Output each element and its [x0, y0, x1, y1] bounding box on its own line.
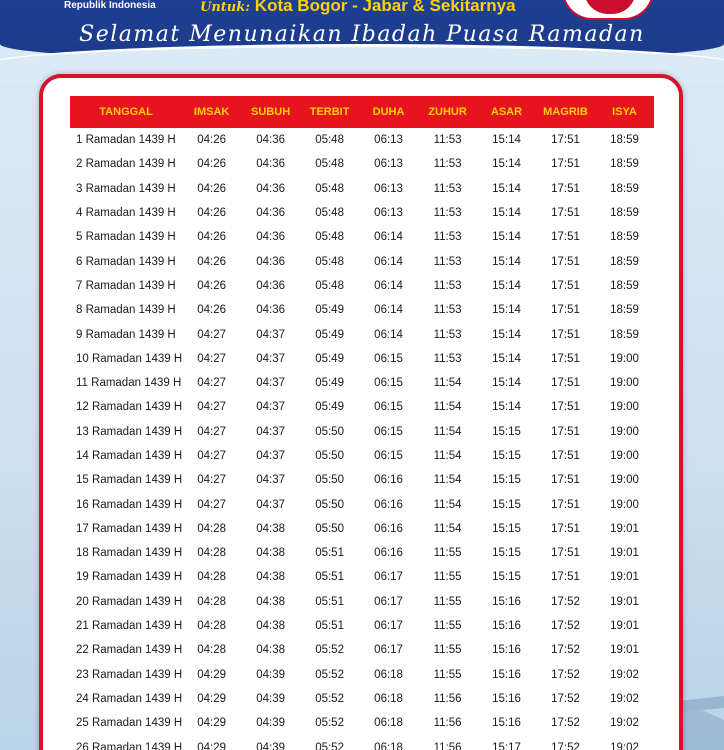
table-row	[70, 371, 654, 395]
cell-subuh: 04:36	[256, 158, 285, 171]
cell-terbit: 05:48	[315, 279, 344, 292]
cell-imsak: 04:29	[197, 717, 227, 730]
cell-terbit: 05:49	[315, 328, 344, 341]
cell-zuhur: 11:53	[433, 231, 462, 244]
cell-tanggal: 7 Ramadan 1439 H	[76, 279, 176, 292]
table-row	[70, 444, 654, 468]
cell-tanggal: 26 Ramadan 1439 H	[76, 741, 183, 750]
untuk-label: Untuk:	[200, 0, 251, 15]
cell-terbit: 05:52	[315, 668, 344, 681]
cell-magrib: 17:52	[551, 595, 580, 608]
table-row	[70, 492, 654, 516]
cell-isya: 19:00	[610, 450, 639, 462]
cell-subuh: 04:36	[256, 182, 285, 195]
emblem-logo	[562, 0, 654, 20]
cell-zuhur: 11:56	[433, 717, 462, 730]
cell-subuh: 04:39	[256, 717, 285, 730]
cell-subuh: 04:36	[256, 231, 285, 244]
cell-duha: 06:15	[374, 352, 403, 365]
cell-magrib: 17:51	[551, 158, 580, 171]
cell-imsak: 04:27	[197, 450, 227, 462]
cell-zuhur: 11:55	[433, 620, 462, 633]
cell-zuhur: 11:54	[433, 474, 462, 487]
table-row	[70, 468, 654, 492]
cell-terbit: 05:49	[315, 377, 344, 390]
schedule-card	[39, 74, 683, 750]
cell-magrib: 17:51	[551, 134, 580, 147]
cell-subuh: 04:37	[256, 425, 285, 438]
cell-terbit: 05:51	[315, 595, 344, 608]
cell-tanggal: 21 Ramadan 1439 H	[76, 620, 183, 633]
cell-imsak: 04:26	[197, 182, 227, 195]
cell-terbit: 05:48	[315, 231, 344, 244]
cell-imsak: 04:27	[197, 425, 227, 438]
cell-duha: 06:14	[374, 231, 403, 244]
table-row	[70, 614, 654, 638]
cell-asar: 15:16	[492, 644, 521, 657]
cell-magrib: 17:52	[551, 692, 580, 705]
cell-subuh: 04:38	[256, 547, 285, 560]
cell-duha: 06:15	[374, 401, 403, 414]
cell-terbit: 05:52	[315, 692, 344, 705]
cell-asar: 15:16	[492, 692, 521, 705]
cell-terbit: 05:51	[315, 620, 344, 633]
cell-asar: 15:14	[492, 401, 521, 414]
cell-duha: 06:14	[374, 328, 403, 341]
cell-magrib: 17:51	[551, 304, 580, 317]
emblem-shield	[584, 0, 636, 14]
cell-tanggal: 20 Ramadan 1439 H	[76, 595, 183, 608]
cell-asar: 15:14	[492, 182, 521, 195]
cell-magrib: 17:51	[551, 255, 580, 268]
cell-duha: 06:13	[374, 158, 403, 171]
cell-subuh: 04:39	[256, 741, 285, 750]
cell-terbit: 05:50	[315, 522, 344, 535]
cell-asar: 15:14	[492, 377, 521, 390]
cell-duha: 06:17	[374, 644, 403, 657]
cell-subuh: 04:36	[256, 134, 285, 147]
cell-magrib: 17:51	[551, 182, 580, 195]
cell-magrib: 17:51	[551, 207, 580, 220]
cell-terbit: 05:49	[315, 304, 344, 317]
cell-terbit: 05:50	[315, 498, 344, 511]
cell-subuh: 04:37	[256, 450, 285, 462]
cell-terbit: 05:48	[315, 255, 344, 268]
cell-tanggal: 11 Ramadan 1439 H	[76, 377, 182, 390]
cell-zuhur: 11:55	[433, 668, 462, 681]
cell-imsak: 04:27	[197, 377, 227, 390]
cell-terbit: 05:52	[315, 644, 344, 657]
cell-tanggal: 13 Ramadan 1439 H	[76, 425, 183, 438]
table-row	[70, 201, 654, 225]
col-header-isya: ISYA	[595, 96, 654, 128]
cell-isya: 18:59	[610, 231, 639, 244]
cell-isya: 18:59	[610, 158, 639, 171]
table-row	[70, 590, 654, 614]
cell-terbit: 05:50	[315, 474, 344, 487]
cell-isya: 19:01	[610, 644, 639, 657]
cell-imsak: 04:28	[197, 571, 227, 584]
cell-terbit: 05:49	[315, 352, 344, 365]
col-header-duha: DUHA	[359, 96, 418, 128]
cell-tanggal: 8 Ramadan 1439 H	[76, 304, 176, 317]
cell-magrib: 17:52	[551, 620, 580, 633]
cell-subuh: 04:38	[256, 620, 285, 633]
cell-isya: 18:59	[610, 279, 639, 292]
col-header-imsak: IMSAK	[182, 96, 241, 128]
cell-subuh: 04:36	[256, 279, 285, 292]
cell-terbit: 05:51	[315, 571, 344, 584]
cell-duha: 06:18	[374, 741, 403, 750]
cell-asar: 15:14	[492, 255, 521, 268]
cell-subuh: 04:36	[256, 304, 285, 317]
cell-tanggal: 23 Ramadan 1439 H	[76, 668, 183, 681]
cell-zuhur: 11:56	[433, 692, 462, 705]
table-row	[70, 735, 654, 750]
cell-subuh: 04:38	[256, 595, 285, 608]
cell-zuhur: 11:53	[433, 134, 462, 147]
cell-subuh: 04:38	[256, 522, 285, 535]
table-row	[70, 420, 654, 444]
cell-tanggal: 9 Ramadan 1439 H	[76, 328, 176, 341]
table-row	[70, 347, 654, 371]
cell-duha: 06:14	[374, 255, 403, 268]
cell-isya: 19:02	[610, 668, 639, 681]
imsakiyah-table	[70, 96, 654, 750]
cell-isya: 18:59	[610, 255, 639, 268]
cell-asar: 15:14	[492, 352, 521, 365]
cell-magrib: 17:51	[551, 279, 580, 292]
table-row	[70, 638, 654, 662]
col-header-terbit: TERBIT	[300, 96, 359, 128]
cell-imsak: 04:27	[197, 401, 227, 414]
cell-isya: 19:02	[610, 692, 639, 705]
cell-tanggal: 14 Ramadan 1439 H	[76, 450, 183, 462]
cell-duha: 06:14	[374, 304, 403, 317]
cell-subuh: 04:37	[256, 498, 285, 511]
cell-duha: 06:15	[374, 425, 403, 438]
cell-zuhur: 11:55	[433, 644, 462, 657]
cell-magrib: 17:51	[551, 328, 580, 341]
cell-zuhur: 11:54	[433, 425, 462, 438]
col-header-subuh: SUBUH	[241, 96, 300, 128]
cell-imsak: 04:27	[197, 474, 227, 487]
table-row	[70, 274, 654, 298]
cell-subuh: 04:37	[256, 401, 285, 414]
table-row	[70, 152, 654, 176]
cell-subuh: 04:39	[256, 692, 285, 705]
table-row	[70, 298, 654, 322]
cell-duha: 06:17	[374, 571, 403, 584]
cell-tanggal: 19 Ramadan 1439 H	[76, 571, 183, 584]
cell-isya: 18:59	[610, 328, 639, 341]
cell-magrib: 17:51	[551, 498, 580, 511]
cell-duha: 06:13	[374, 182, 403, 195]
cell-imsak: 04:26	[197, 304, 227, 317]
cell-subuh: 04:39	[256, 668, 285, 681]
cell-duha: 06:18	[374, 668, 403, 681]
cell-zuhur: 11:54	[433, 401, 462, 414]
cell-magrib: 17:51	[551, 401, 580, 414]
cell-imsak: 04:28	[197, 547, 227, 560]
cell-imsak: 04:28	[197, 522, 227, 535]
table-row	[70, 395, 654, 419]
cell-zuhur: 11:55	[433, 547, 462, 560]
cell-subuh: 04:36	[256, 207, 285, 220]
cell-magrib: 17:51	[551, 231, 580, 244]
cell-magrib: 17:51	[551, 425, 580, 438]
location-name: Kota Bogor - Jabar & Sekitarnya	[254, 0, 516, 15]
cell-zuhur: 11:53	[433, 207, 462, 220]
cell-zuhur: 11:54	[433, 522, 462, 535]
cell-asar: 15:15	[492, 522, 521, 535]
table-row	[70, 687, 654, 711]
cell-isya: 19:01	[610, 547, 639, 560]
org-name: Republik Indonesia	[64, 0, 156, 11]
cell-asar: 15:16	[492, 595, 521, 608]
cell-tanggal: 4 Ramadan 1439 H	[76, 207, 176, 220]
table-row	[70, 177, 654, 201]
cell-tanggal: 24 Ramadan 1439 H	[76, 692, 183, 705]
cell-imsak: 04:26	[197, 279, 227, 292]
cell-asar: 15:16	[492, 717, 521, 730]
table-row	[70, 541, 654, 565]
cell-terbit: 05:52	[315, 717, 344, 730]
cell-tanggal: 17 Ramadan 1439 H	[76, 522, 183, 535]
cell-duha: 06:18	[374, 692, 403, 705]
cell-magrib: 17:51	[551, 571, 580, 584]
cell-subuh: 04:36	[256, 255, 285, 268]
table-body	[70, 128, 654, 750]
cell-zuhur: 11:54	[433, 498, 462, 511]
col-header-asar: ASAR	[477, 96, 536, 128]
cell-magrib: 17:51	[551, 522, 580, 535]
cell-zuhur: 11:53	[433, 182, 462, 195]
cell-asar: 15:15	[492, 425, 521, 438]
cell-imsak: 04:29	[197, 741, 227, 750]
cell-magrib: 17:51	[551, 377, 580, 390]
cell-duha: 06:16	[374, 547, 403, 560]
table-row	[70, 322, 654, 346]
cell-isya: 18:59	[610, 182, 639, 195]
cell-duha: 06:16	[374, 474, 403, 487]
cell-isya: 19:01	[610, 522, 639, 535]
cell-magrib: 17:51	[551, 450, 580, 462]
cell-zuhur: 11:53	[433, 352, 462, 365]
cell-imsak: 04:27	[197, 352, 227, 365]
cell-tanggal: 2 Ramadan 1439 H	[76, 158, 176, 171]
table-row	[70, 711, 654, 735]
cell-tanggal: 25 Ramadan 1439 H	[76, 717, 183, 730]
cell-terbit: 05:48	[315, 182, 344, 195]
cell-magrib: 17:51	[551, 474, 580, 487]
cell-magrib: 17:51	[551, 547, 580, 560]
cell-imsak: 04:26	[197, 255, 227, 268]
cell-isya: 19:00	[610, 498, 639, 511]
cell-zuhur: 11:53	[433, 279, 462, 292]
cell-duha: 06:14	[374, 279, 403, 292]
cell-tanggal: 22 Ramadan 1439 H	[76, 644, 183, 657]
cell-isya: 19:01	[610, 620, 639, 633]
cell-isya: 18:59	[610, 207, 639, 220]
cell-asar: 15:15	[492, 547, 521, 560]
cell-zuhur: 11:55	[433, 595, 462, 608]
cell-terbit: 05:51	[315, 547, 344, 560]
cell-isya: 18:59	[610, 304, 639, 317]
cell-magrib: 17:52	[551, 717, 580, 730]
cell-asar: 15:14	[492, 207, 521, 220]
cell-isya: 19:00	[610, 474, 639, 487]
cell-imsak: 04:28	[197, 620, 227, 633]
cell-duha: 06:17	[374, 620, 403, 633]
cell-asar: 15:14	[492, 134, 521, 147]
cell-asar: 15:16	[492, 620, 521, 633]
cell-zuhur: 11:53	[433, 304, 462, 317]
cell-subuh: 04:38	[256, 644, 285, 657]
cell-tanggal: 12 Ramadan 1439 H	[76, 401, 183, 414]
cell-isya: 19:02	[610, 717, 639, 730]
cell-zuhur: 11:54	[433, 377, 462, 390]
cell-asar: 15:15	[492, 571, 521, 584]
cell-duha: 06:13	[374, 207, 403, 220]
cell-isya: 19:00	[610, 401, 639, 414]
cell-tanggal: 10 Ramadan 1439 H	[76, 352, 183, 365]
cell-zuhur: 11:53	[433, 158, 462, 171]
col-header-magrib: MAGRIB	[536, 96, 595, 128]
col-header-zuhur: ZUHUR	[418, 96, 477, 128]
cell-duha: 06:18	[374, 717, 403, 730]
cell-tanggal: 15 Ramadan 1439 H	[76, 474, 183, 487]
cell-asar: 15:15	[492, 450, 521, 462]
cell-terbit: 05:50	[315, 450, 344, 462]
cell-zuhur: 11:53	[433, 328, 462, 341]
cell-asar: 15:16	[492, 668, 521, 681]
cell-imsak: 04:29	[197, 692, 227, 705]
cell-tanggal: 18 Ramadan 1439 H	[76, 547, 183, 560]
table-row	[70, 517, 654, 541]
cell-terbit: 05:48	[315, 207, 344, 220]
cell-asar: 15:17	[492, 741, 521, 750]
cell-zuhur: 11:56	[433, 741, 462, 750]
location-line	[200, 0, 516, 16]
cell-asar: 15:14	[492, 231, 521, 244]
cell-isya: 19:02	[610, 741, 639, 750]
cell-isya: 18:59	[610, 134, 639, 147]
cell-subuh: 04:38	[256, 571, 285, 584]
table-row	[70, 225, 654, 249]
cell-imsak: 04:28	[197, 644, 227, 657]
cell-terbit: 05:48	[315, 158, 344, 171]
cell-magrib: 17:52	[551, 668, 580, 681]
table-row	[70, 565, 654, 589]
greeting-title: Selamat Menunaikan Ibadah Puasa Ramadan	[79, 22, 645, 47]
cell-isya: 19:00	[610, 352, 639, 365]
table-row	[70, 249, 654, 273]
cell-imsak: 04:27	[197, 328, 227, 341]
cell-duha: 06:15	[374, 450, 403, 462]
cell-magrib: 17:52	[551, 644, 580, 657]
col-header-tanggal: TANGGAL	[70, 96, 182, 128]
cell-duha: 06:13	[374, 134, 403, 147]
cell-imsak: 04:26	[197, 134, 227, 147]
cell-terbit: 05:49	[315, 401, 344, 414]
cell-terbit: 05:50	[315, 425, 344, 438]
cell-tanggal: 16 Ramadan 1439 H	[76, 498, 183, 511]
cell-asar: 15:15	[492, 498, 521, 511]
cell-asar: 15:14	[492, 304, 521, 317]
cell-isya: 19:01	[610, 595, 639, 608]
cell-duha: 06:15	[374, 377, 403, 390]
cell-subuh: 04:37	[256, 328, 285, 341]
cell-imsak: 04:26	[197, 158, 227, 171]
cell-subuh: 04:37	[256, 352, 285, 365]
cell-asar: 15:14	[492, 328, 521, 341]
cell-zuhur: 11:53	[433, 255, 462, 268]
cell-tanggal: 1 Ramadan 1439 H	[76, 134, 176, 147]
cell-imsak: 04:29	[197, 668, 227, 681]
cell-asar: 15:14	[492, 158, 521, 171]
cell-tanggal: 3 Ramadan 1439 H	[76, 182, 176, 195]
cell-imsak: 04:27	[197, 498, 227, 511]
cell-terbit: 05:48	[315, 134, 344, 147]
cell-zuhur: 11:55	[433, 571, 462, 584]
table-row	[70, 663, 654, 687]
cell-terbit: 05:52	[315, 741, 344, 750]
cell-duha: 06:16	[374, 522, 403, 535]
cell-isya: 19:00	[610, 377, 639, 390]
cell-imsak: 04:26	[197, 207, 227, 220]
cell-subuh: 04:37	[256, 474, 285, 487]
cell-asar: 15:14	[492, 279, 521, 292]
cell-duha: 06:16	[374, 498, 403, 511]
cell-zuhur: 11:54	[433, 450, 462, 462]
cell-magrib: 17:51	[551, 352, 580, 365]
cell-imsak: 04:28	[197, 595, 227, 608]
table-header-row	[70, 96, 654, 128]
cell-subuh: 04:37	[256, 377, 285, 390]
table-row	[70, 128, 654, 152]
cell-magrib: 17:52	[551, 741, 580, 750]
cell-isya: 19:00	[610, 425, 639, 438]
cell-tanggal: 6 Ramadan 1439 H	[76, 255, 176, 268]
cell-asar: 15:15	[492, 474, 521, 487]
cell-tanggal: 5 Ramadan 1439 H	[76, 231, 176, 244]
cell-duha: 06:17	[374, 595, 403, 608]
cell-isya: 19:01	[610, 571, 639, 584]
cell-imsak: 04:26	[197, 231, 227, 244]
